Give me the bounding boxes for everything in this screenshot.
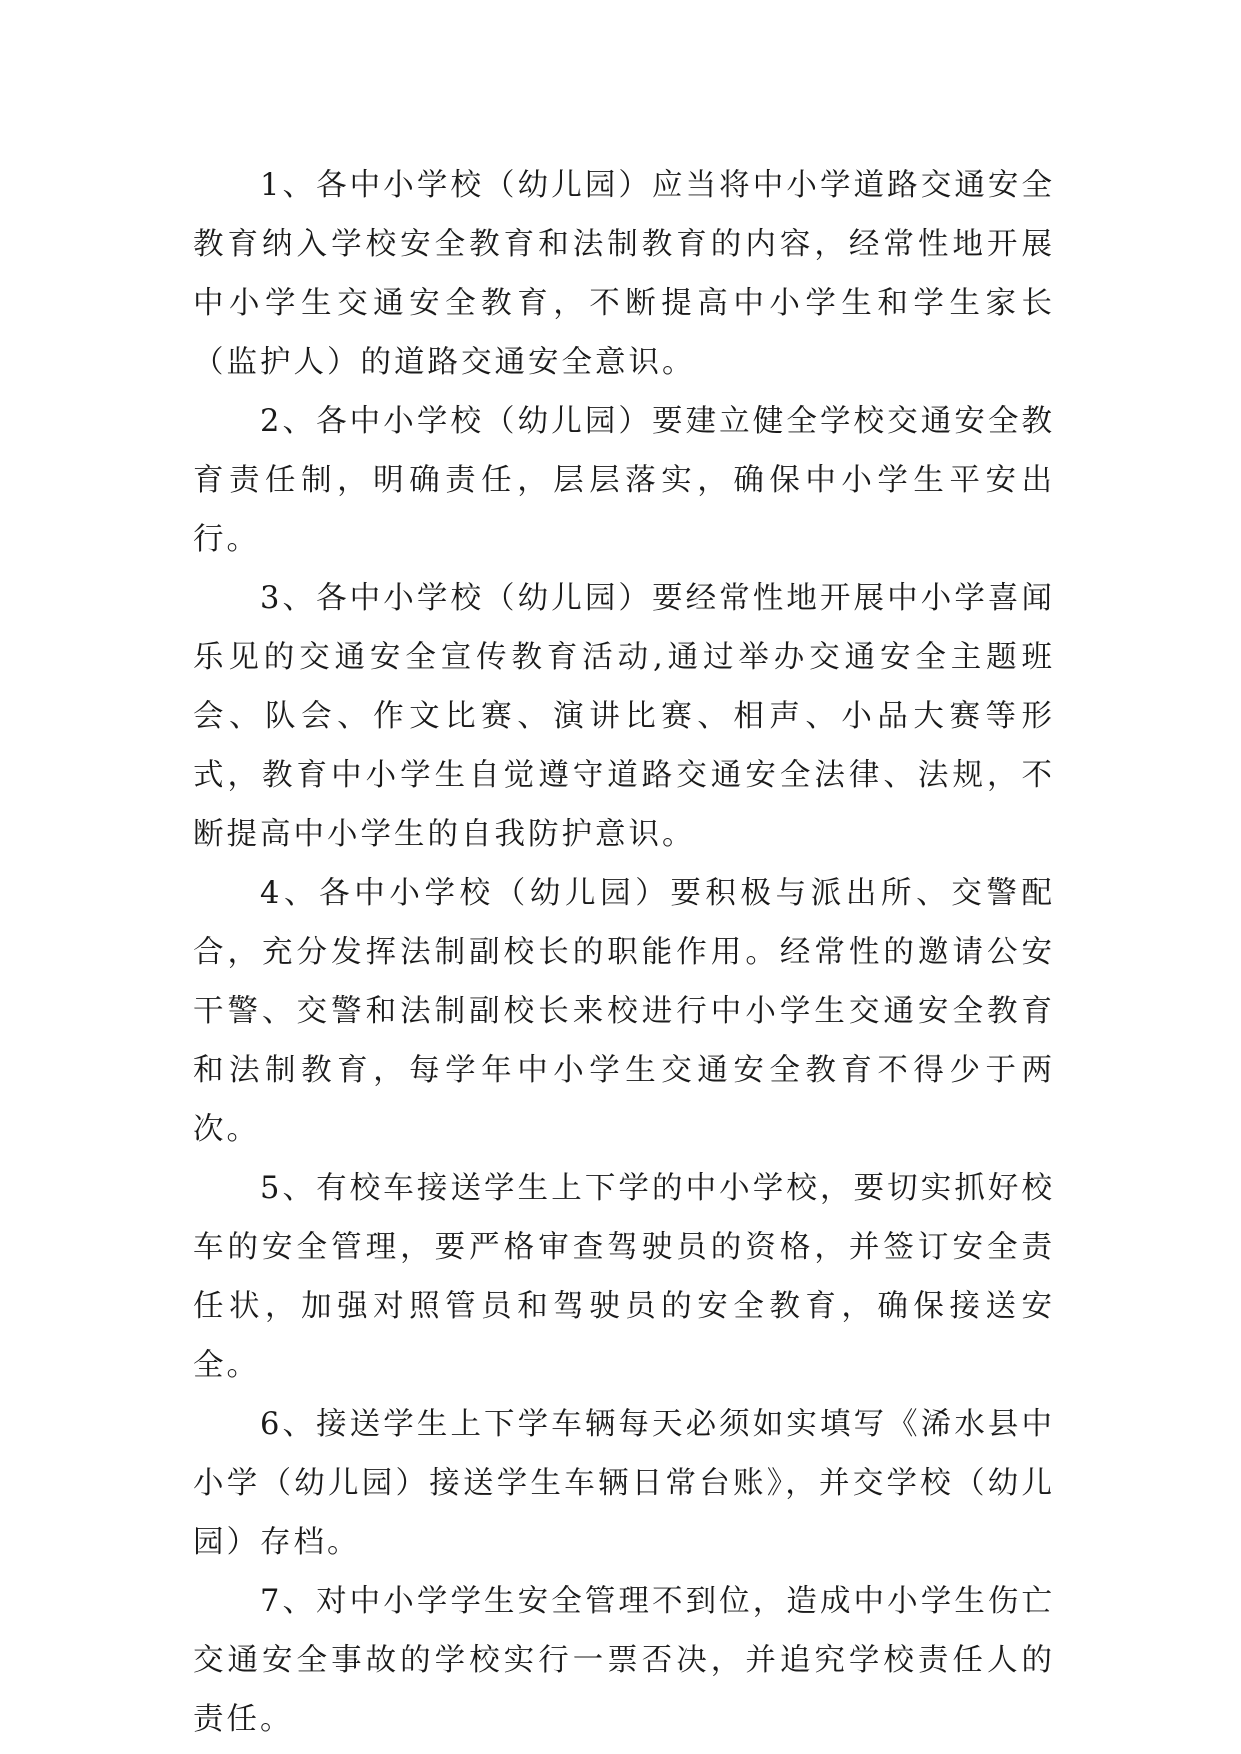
paragraph-3: 3、各中小学校（幼儿园）要经常性地开展中小学喜闻乐见的交通安全宣传教育活动,通过举办交通安全主题班会、队会、作文比赛、演讲比赛、相声、小品大赛等形式，教育中小学生自觉遵守道路交通安全法律、法规，不断提高中小学生的自我防护意识。 <box>193 581 1055 852</box>
paragraph-4: 4、各中小学校（幼儿园）要积极与派出所、交警配合，充分发挥法制副校长的职能作用。经常性的邀请公安干警、交警和法制副校长来校进行中小学生交通安全教育和法制教育，每学年中小学生交通安全教育不得少于两次。 <box>193 876 1055 1147</box>
paragraph-1: 1、各中小学校（幼儿园）应当将中小学道路交通安全教育纳入学校安全教育和法制教育的内容，经常性地开展中小学生交通安全教育，不断提高中小学生和学生家长（监护人）的道路交通安全意识。 <box>193 168 1055 380</box>
paragraph-7: 7、对中小学学生安全管理不到位，造成中小学生伤亡交通安全事故的学校实行一票否决，并追究学校责任人的责任。 <box>193 1584 1055 1737</box>
document-body <box>193 156 1055 1749</box>
paragraph-5: 5、有校车接送学生上下学的中小学校，要切实抓好校车的安全管理，要严格审查驾驶员的资格，并签订安全责任状，加强对照管员和驾驶员的安全教育，确保接送安全。 <box>193 1171 1055 1383</box>
paragraph-6: 6、接送学生上下学车辆每天必须如实填写《浠水县中小学（幼儿园）接送学生车辆日常台账》，并交学校（幼儿园）存档。 <box>193 1407 1055 1560</box>
paragraph-2: 2、各中小学校（幼儿园）要建立健全学校交通安全教育责任制，明确责任，层层落实，确保中小学生平安出行。 <box>193 404 1055 557</box>
